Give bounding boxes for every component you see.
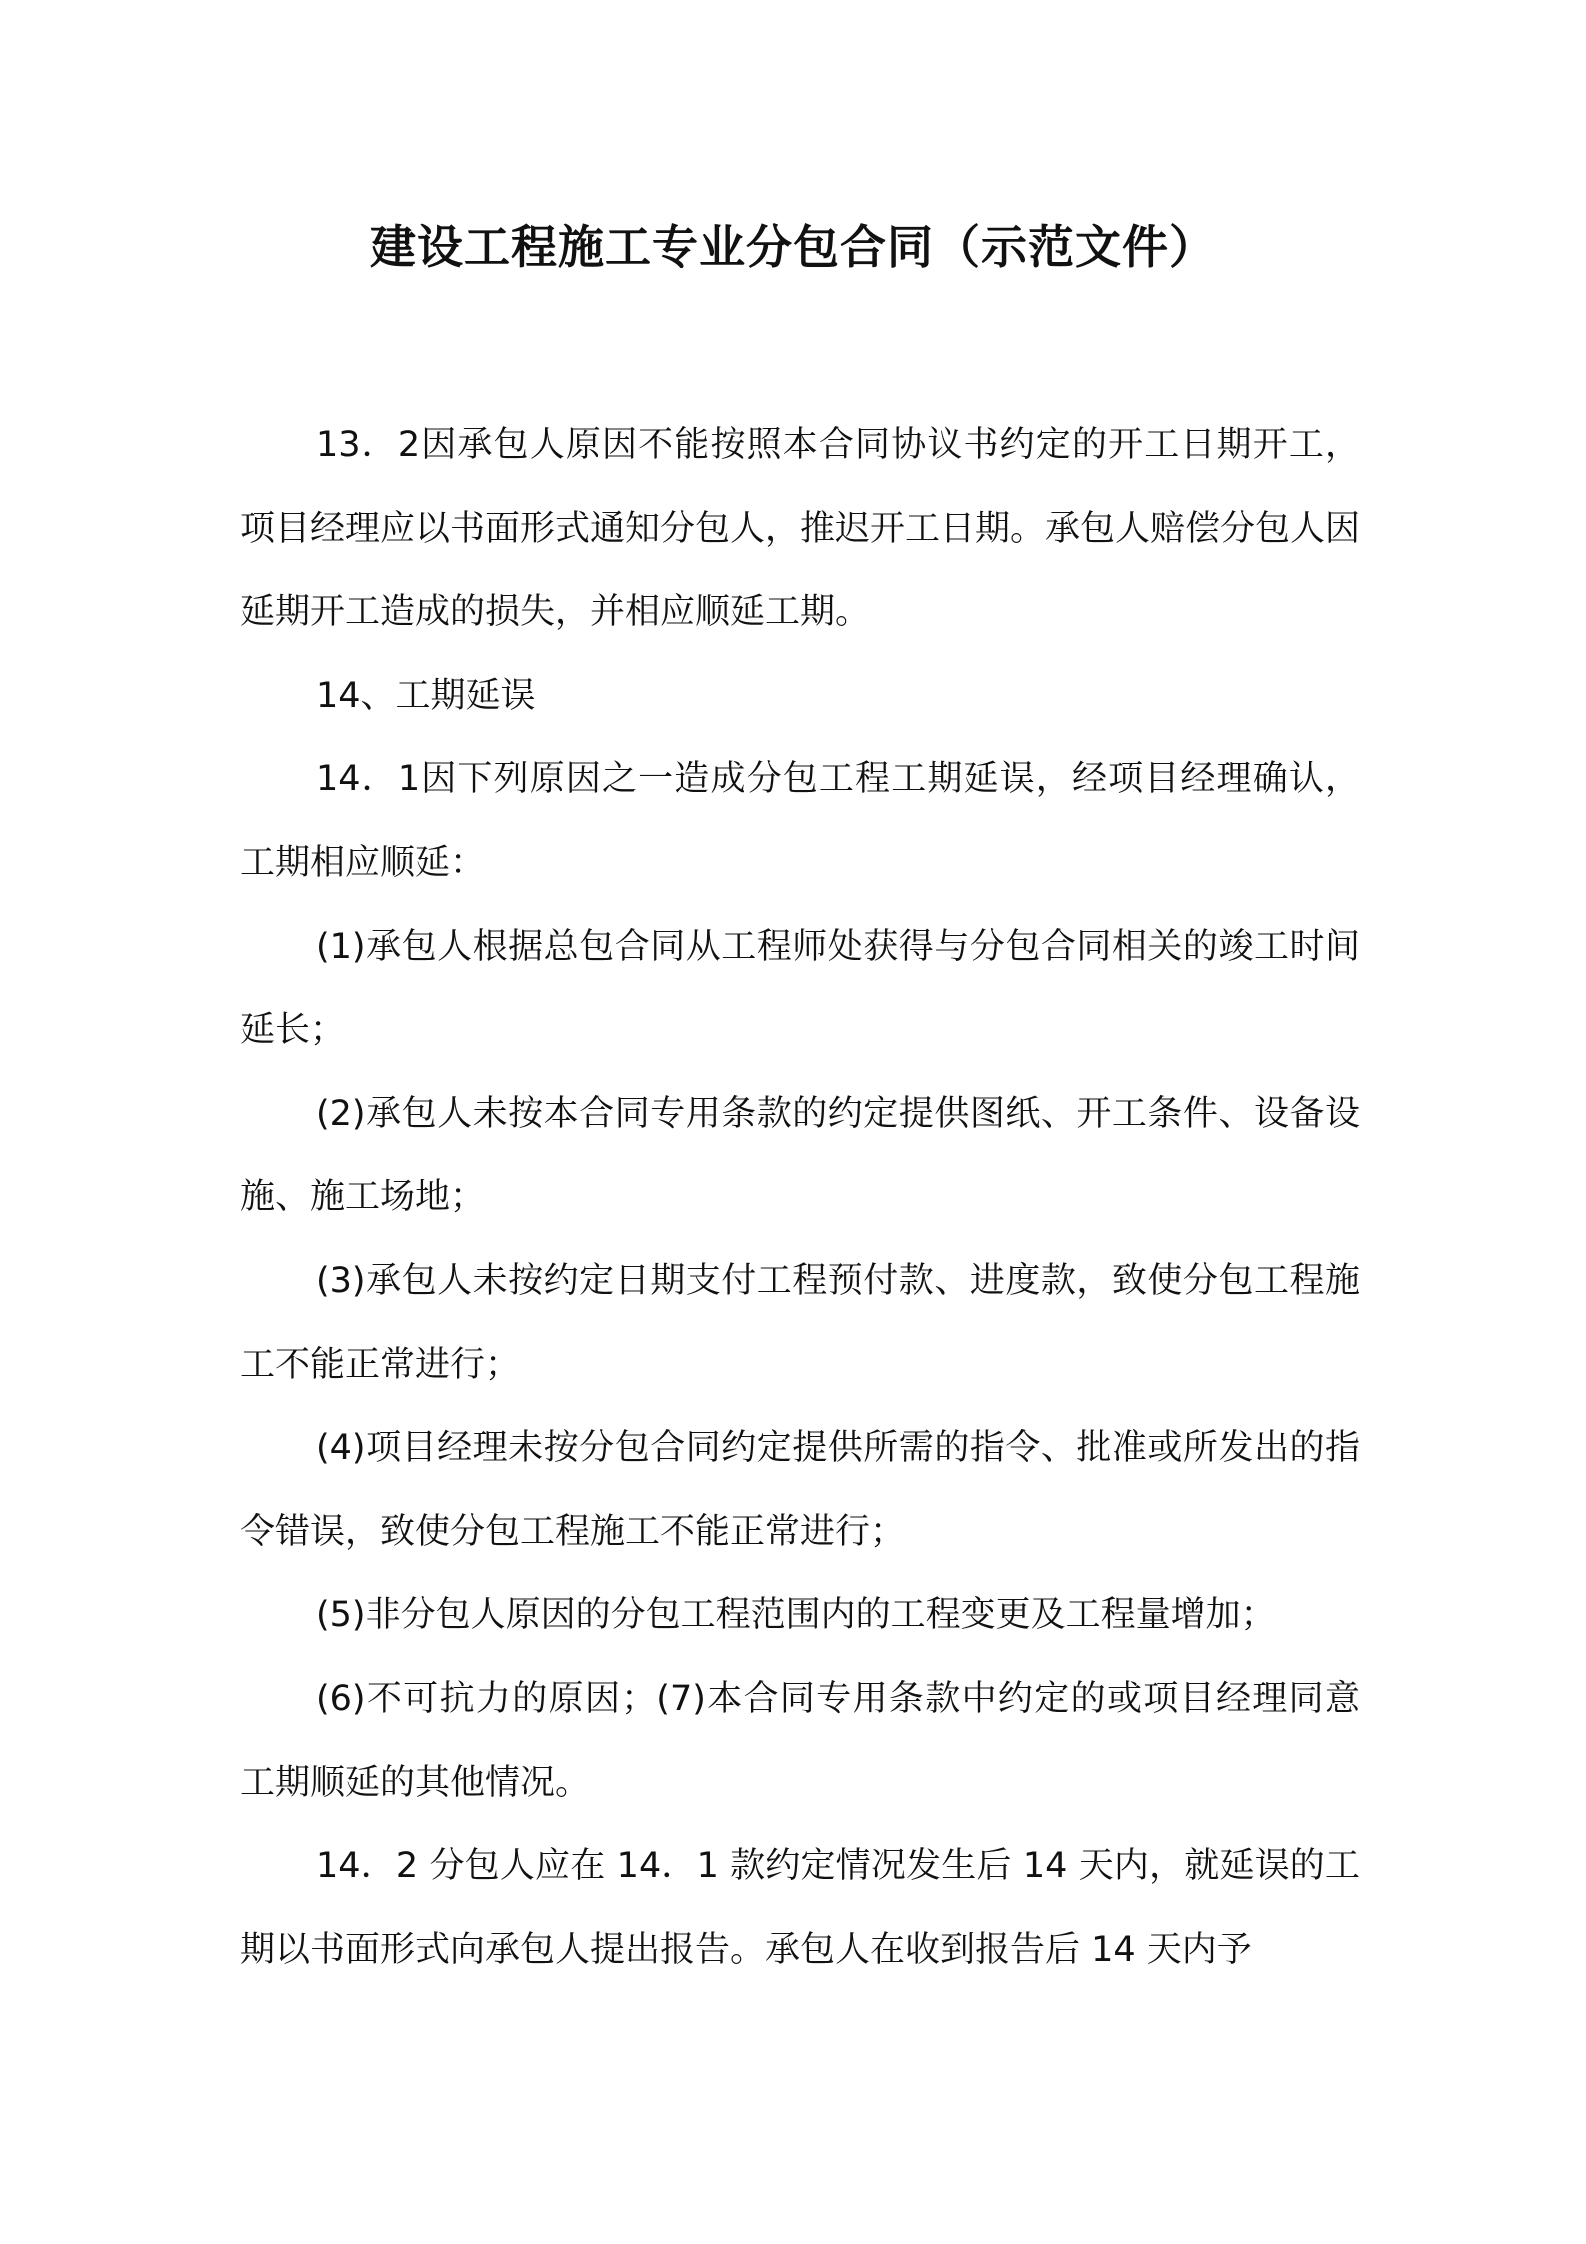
list-item-6-7: (6)不可抗力的原因；(7)本合同专用条款中约定的或项目经理同意工期顺延的其他情况。 (240, 1678, 1360, 1803)
list-item-2: (2)承包人未按本合同专用条款的约定提供图纸、开工条件、设备设施、施工场地； (240, 1093, 1360, 1218)
clause-14-1: 14．1因下列原因之一造成分包工程工期延误，经项目经理确认，工期相应顺延： (240, 759, 1360, 883)
list-item-5: (5)非分包人原因的分包工程范围内的工程变更及工程量增加； (316, 1595, 1276, 1636)
document-title: 建设工程施工专业分包合同（示范文件） (370, 220, 1216, 274)
list-item-4: (4)项目经理未按分包合同约定提供所需的指令、批准或所发出的指令错误，致使分包工程施工不能正常进行； (240, 1428, 1360, 1552)
document-body (240, 404, 1360, 1992)
list-item-1: (1)承包人根据总包合同从工程师处获得与分包合同相关的竣工时间延长； (240, 926, 1360, 1051)
clause-14-2: 14．2 分包人应在 14．1 款约定情况发生后 14 天内，就延误的工期以书面形式向承包人提出报告。承包人在收到报告后 14 天内予 (240, 1846, 1360, 1970)
list-item-3: (3)承包人未按约定日期支付工程预付款、进度款，致使分包工程施工不能正常进行； (240, 1260, 1360, 1385)
section-14-heading: 14、工期延误 (316, 675, 536, 716)
clause-13-2: 13．2因承包人原因不能按照本合同协议书约定的开工日期开工，项目经理应以书面形式通知分包人，推迟开工日期。承包人赔偿分包人因延期开工造成的损失，并相应顺延工期。 (240, 425, 1361, 633)
